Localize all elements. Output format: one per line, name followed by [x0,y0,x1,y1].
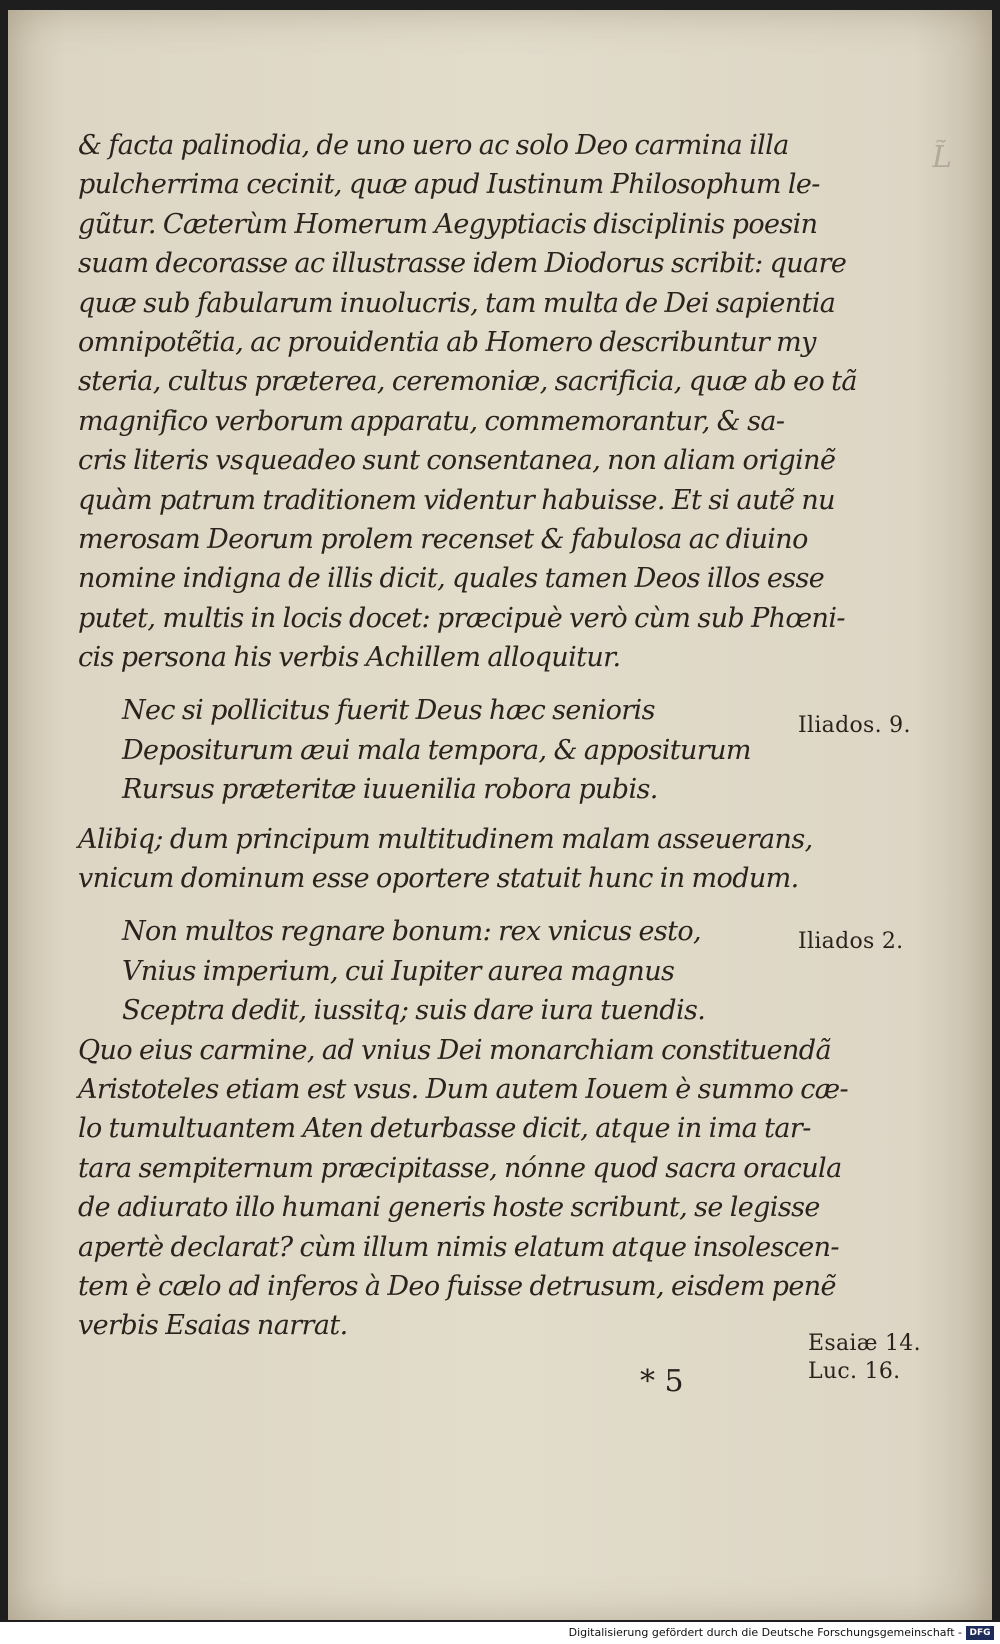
margin-note-iliados-2: Iliados 2. [798,929,904,954]
footer-bar [0,1622,1000,1644]
text-line: cis persona his verbis Achillem alloquitur. [78,642,621,674]
text-line: tem è cælo ad inferos à Deo fuisse detrusum, eisdem penẽ [78,1270,836,1302]
verse-line: Vnius imperium, cui Iupiter aurea magnus [122,955,675,987]
text-line: suam decorasse ac illustrasse idem Diodorus scribit: quare [78,248,847,280]
text-line: apertè declarat? cùm illum nimis elatum atque insolescen- [78,1231,839,1263]
text-line: quæ sub fabularum inuolucris, tam multa de Dei sapientia [78,287,836,319]
text-line: quàm patrum traditionem videntur habuisse. Et si autẽ nu [78,484,835,516]
verse-line: Nec si pollicitus fuerit Deus hæc senioris [122,695,655,727]
text-line: steria, cultus præterea, ceremoniæ, sacrificia, quæ ab eo tã [78,366,857,398]
text-line: gũtur. Cæterùm Homerum Aegyptiacis disciplinis poesin [78,208,818,240]
text-line: verbis Esaias narrat. [78,1310,348,1342]
text-line: omnipotẽtia, ac prouidentia ab Homero describuntur my [78,326,816,358]
margin-note-luc: Luc. 16. [808,1359,901,1384]
dfg-logo-icon: DFG [966,1626,994,1640]
text-line: vnicum dominum esse oportere statuit hunc in modum. [78,863,799,895]
text-line: tara sempiternum præcipitasse, nónne quod sacra oracula [78,1152,842,1184]
text-line: lo tumultuantem Aten deturbasse dicit, atque in ima tar- [78,1113,811,1145]
text-line: cris literis vsqueadeo sunt consentanea, non aliam originẽ [78,445,836,477]
text-line: Quo eius carmine, ad vnius Dei monarchiam constituendã [78,1034,831,1066]
text-line: merosam Deorum prolem recenset & fabulosa ac diuino [78,523,808,555]
text-line: pulcherrima cecinit, quæ apud Iustinum Philosophum le- [78,169,820,201]
verse-line: Non multos regnare bonum: rex vnicus esto, [122,916,701,948]
margin-note-iliados-9: Iliados. 9. [798,713,911,738]
margin-note-esaiae: Esaiæ 14. [808,1331,921,1356]
funding-notice: Digitalisierung gefördert durch die Deutsche Forschungsgemeinschaft - [568,1626,962,1639]
text-line: de adiurato illo humani generis hoste scribunt, se legisse [78,1192,820,1224]
text-line: putet, multis in locis docet: præcipuè verò cùm sub Phœni- [78,602,845,634]
text-line: magnifico verborum apparatu, commemorantur, & sa- [78,405,785,437]
text-line: nomine indigna de illis dicit, quales tamen Deos illos esse [78,563,825,595]
text-line: Aristoteles etiam est vsus. Dum autem Iouem è summo cæ- [78,1073,849,1105]
text-line: & facta palinodia, de uno uero ac solo Deo carmina illa [78,130,789,161]
verse-line: Sceptra dedit, iussitq; suis dare iura tuendis. [122,995,706,1027]
verse-line: Rursus præteritæ iuuenilia robora pubis. [122,774,658,806]
verse-line: Depositurum æui mala tempora, & appositurum [122,734,751,766]
signature-mark: * 5 [640,1364,684,1399]
text-line: Alibiq; dum principum multitudinem malam asseuerans, [78,823,813,855]
bleed-through-text: L̃ [932,140,952,175]
